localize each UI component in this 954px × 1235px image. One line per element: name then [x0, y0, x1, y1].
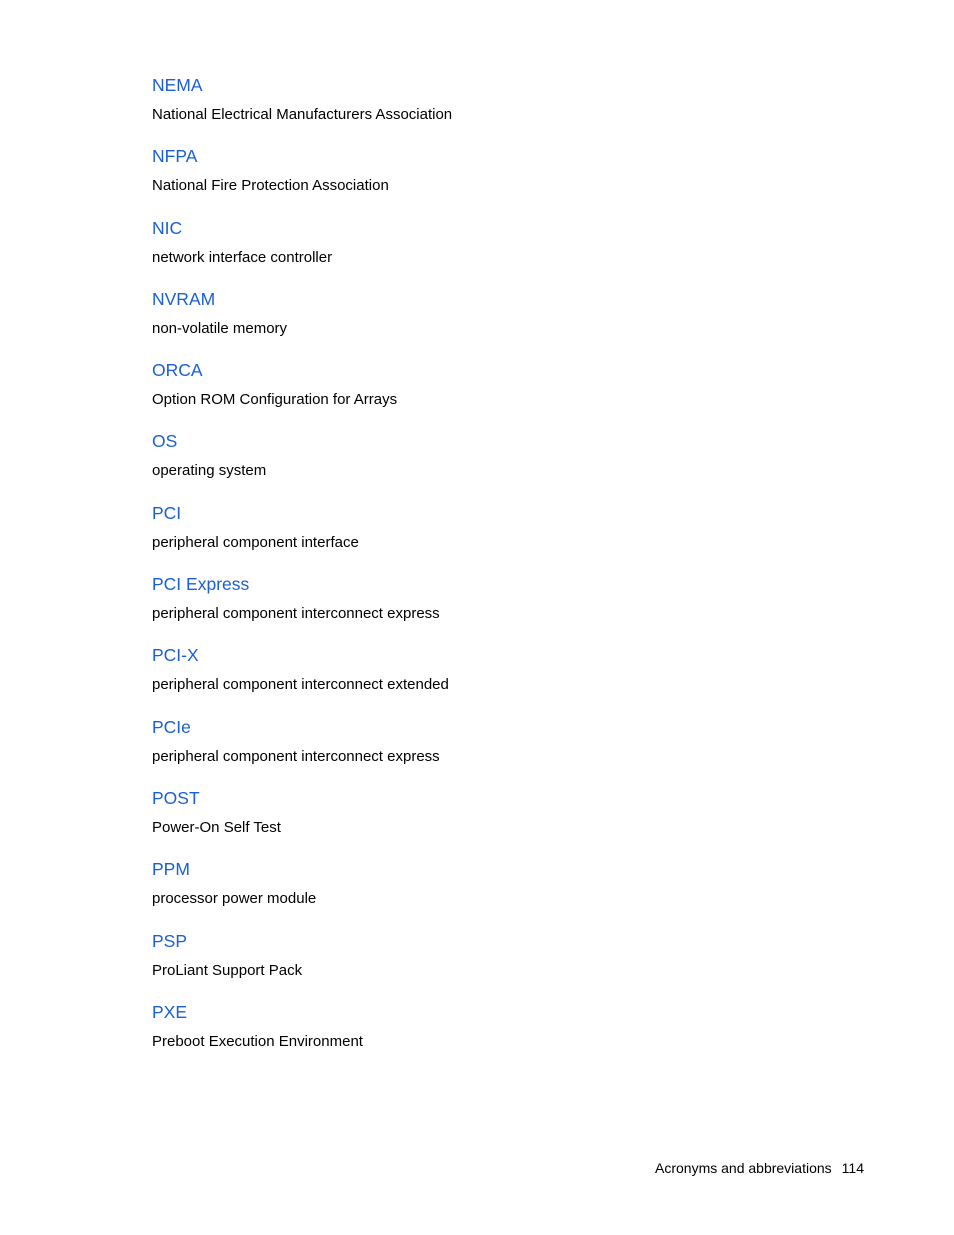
acronym-term-link[interactable]: NFPA [152, 146, 198, 167]
acronym-definition: peripheral component interconnect extended [152, 676, 449, 694]
acronym-term-link[interactable]: PXE [152, 1001, 188, 1022]
acronym-term-link[interactable]: PCI Express [152, 574, 250, 595]
footer-section-title: Acronyms and abbreviations [655, 1160, 832, 1176]
acronym-term-link[interactable]: NVRAM [152, 288, 216, 309]
acronym-term-link[interactable]: OS [152, 431, 178, 452]
acronym-term-link[interactable]: POST [152, 787, 200, 808]
acronym-definition: ProLiant Support Pack [152, 961, 303, 979]
page-footer [655, 1158, 864, 1178]
acronym-term-link[interactable]: PCIe [152, 716, 191, 737]
acronym-definition: network interface controller [152, 248, 333, 266]
acronym-term-link[interactable]: PPM [152, 859, 190, 880]
acronym-definition: peripheral component interface [152, 533, 359, 551]
acronym-term-link[interactable]: NEMA [152, 75, 203, 95]
acronym-term-link[interactable]: ORCA [152, 360, 203, 381]
acronym-definition: National Electrical Manufacturers Association [152, 106, 453, 123]
acronym-term-link[interactable]: PCI-X [152, 645, 199, 666]
acronym-term-link[interactable]: PSP [152, 930, 188, 951]
acronym-term-link[interactable]: PCI [152, 502, 182, 523]
footer-page-number: 114 [841, 1160, 864, 1176]
acronym-definition: operating system [152, 462, 267, 480]
acronym-definition: Option ROM Configuration for Arrays [152, 391, 398, 409]
acronym-definition: processor power module [152, 890, 317, 908]
acronym-definition: Preboot Execution Environment [152, 1032, 363, 1050]
acronym-definition: peripheral component interconnect express [152, 605, 440, 623]
acronym-definition: National Fire Protection Association [152, 177, 389, 195]
acronym-definition: peripheral component interconnect express [152, 747, 440, 765]
acronym-term-link[interactable]: NIC [152, 217, 183, 238]
acronym-definition: non-volatile memory [152, 319, 288, 337]
acronym-definition: Power-On Self Test [152, 818, 281, 836]
